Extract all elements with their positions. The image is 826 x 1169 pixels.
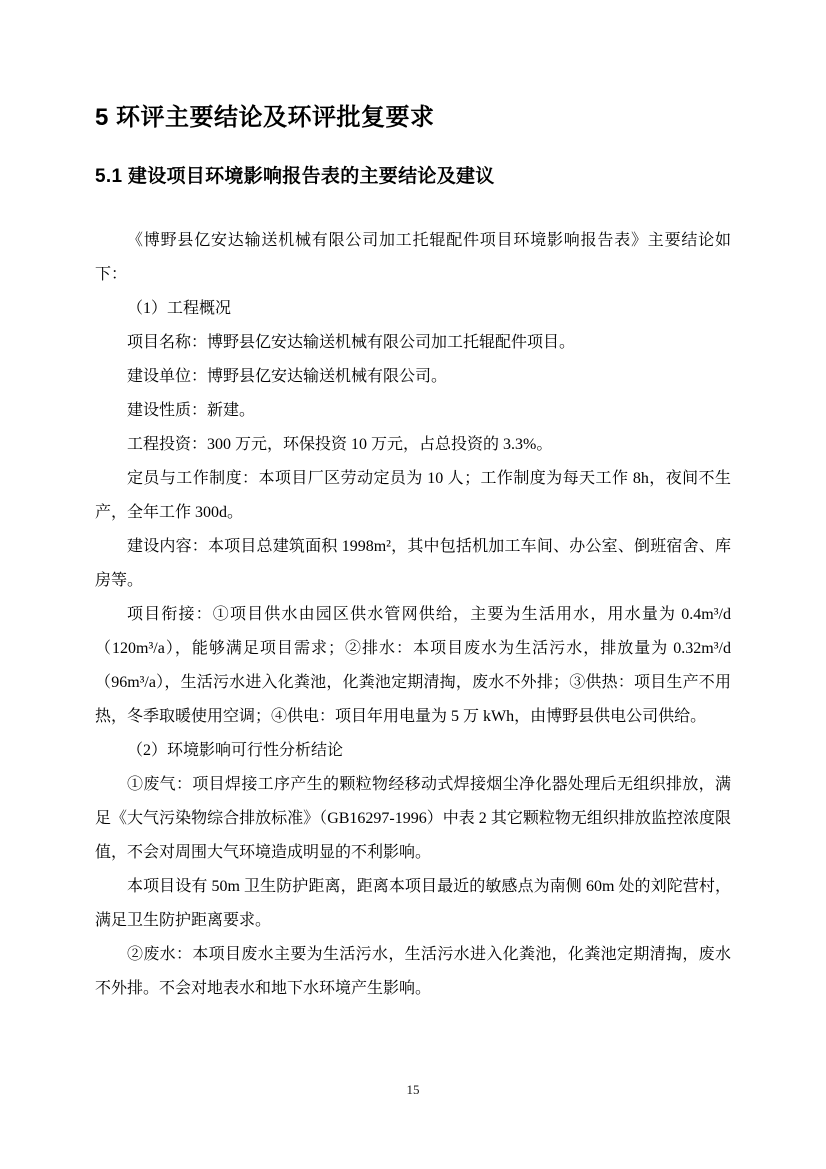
- paragraph-construction-unit: 建设单位：博野县亿安达输送机械有限公司。: [127, 368, 448, 385]
- paragraph-intro: 《博野县亿安达输送机械有限公司加工托辊配件项目环境影响报告表》主要结论如下：: [95, 232, 731, 283]
- paragraph-construction-content: 建设内容：本项目总建筑面积 1998m²，其中包括机加工车间、办公室、倒班宿舍、库房等。: [95, 538, 731, 589]
- paragraph-construction-nature: 建设性质：新建。: [127, 402, 256, 419]
- paragraph-sanitary-distance: 本项目设有 50m 卫生防护距离，距离本项目最近的敏感点为南侧 60m 处的刘陀营村，满足卫生防护距离要求。: [95, 878, 731, 929]
- paragraph-waste-water: ②废水：本项目废水主要为生活污水，生活污水进入化粪池，化粪池定期清掏，废水不外排。不会对地表水和地下水环境产生影响。: [95, 946, 731, 997]
- paragraph-project-name: 项目名称：博野县亿安达输送机械有限公司加工托辊配件项目。: [127, 334, 576, 351]
- paragraph-item-1-title: （1）工程概况: [127, 300, 232, 317]
- paragraph-investment: 工程投资：300 万元，环保投资 10 万元，占总投资的 3.3%。: [127, 436, 553, 453]
- paragraph-item-2-title: （2）环境影响可行性分析结论: [127, 742, 344, 759]
- page-number: 15: [406, 1082, 420, 1097]
- paragraph-project-utilities: 项目衔接：①项目供水由园区供水管网供给，主要为生活用水，用水量为 0.4m³/d（120m³/a），能够满足项目需求；②排水：本项目废水为生活污水，排放量为 0.32m³/d（96m³/a），生活污水进入化粪池，化粪池定期清掏，废水不外排；③供热：项目生产不用热，冬季取暖使用空调；④供电：项目年用电量为 5 万 kWh，由博野县供电公司供给。: [95, 606, 731, 725]
- paragraph-waste-gas: ①废气：项目焊接工序产生的颗粒物经移动式焊接烟尘净化器处理后无组织排放，满足《大气污染物综合排放标准》（GB16297-1996）中表 2 其它颗粒物无组织排放监控浓度限值，不会对周围大气环境造成明显的不利影响。: [95, 776, 731, 861]
- subsection-heading: 5.1 建设项目环境影响报告表的主要结论及建议: [95, 166, 495, 187]
- section-heading: 5 环评主要结论及环评批复要求: [95, 104, 435, 131]
- paragraph-staffing-schedule: 定员与工作制度：本项目厂区劳动定员为 10 人；工作制度为每天工作 8h，夜间不生产，全年工作 300d。: [95, 470, 731, 521]
